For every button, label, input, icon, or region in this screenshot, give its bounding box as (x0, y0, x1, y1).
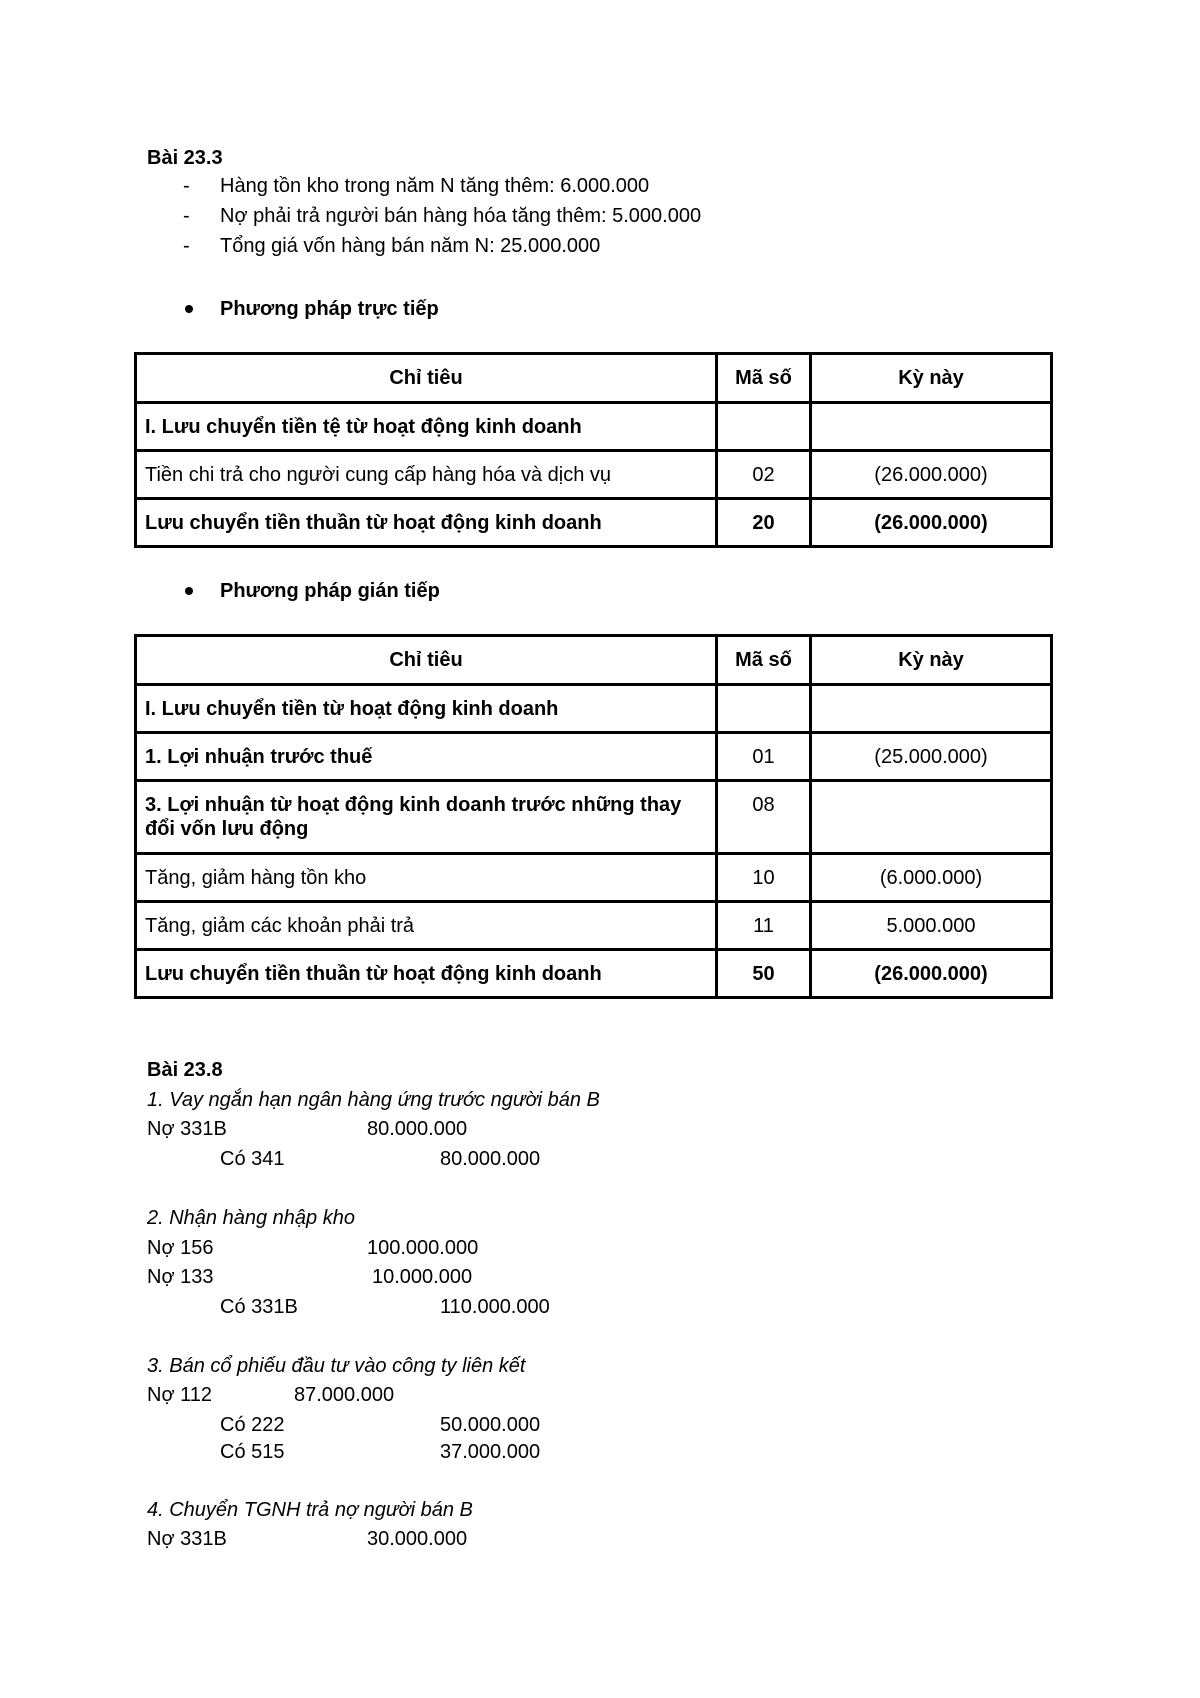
table-row (136, 733, 1052, 781)
table-row (136, 685, 1052, 733)
cell: (6.000.000) (811, 854, 1052, 902)
cell: 08 (717, 781, 811, 854)
cell: Lưu chuyển tiền thuần từ hoạt động kinh doanh (136, 950, 717, 998)
journal-amount: 10.000.000 (372, 1266, 473, 1288)
cell: Tăng, giảm các khoản phải trả (136, 902, 717, 950)
table-header-row (136, 636, 1052, 685)
cell (811, 781, 1052, 854)
cell: 01 (717, 733, 811, 781)
bullet-icon (185, 587, 193, 595)
cell: Tiền chi trả cho người cung cấp hàng hóa và dịch vụ (136, 451, 717, 499)
cell: Tăng, giảm hàng tồn kho (136, 854, 717, 902)
cell (811, 685, 1052, 733)
cell: 3. Lợi nhuận từ hoạt động kinh doanh trước những thay đổi vốn lưu động (136, 781, 717, 854)
table-row (136, 781, 1052, 854)
header-cell: Mã số (717, 354, 811, 403)
journal-amount: 30.000.000 (367, 1528, 468, 1550)
journal-account: Nợ 156 (147, 1237, 214, 1259)
table-row (136, 499, 1052, 547)
cell (811, 403, 1052, 451)
journal-amount: 80.000.000 (440, 1148, 541, 1170)
journal-amount: 80.000.000 (367, 1118, 468, 1140)
list-item-text: Hàng tồn kho trong năm N tăng thêm: 6.000.000 (220, 175, 650, 197)
entry-heading: 4. Chuyển TGNH trả nợ người bán B (147, 1499, 473, 1521)
dash-marker: - (183, 205, 190, 227)
cell: 20 (717, 499, 811, 547)
method-direct-heading: Phương pháp trực tiếp (220, 298, 439, 320)
journal-account: Có 341 (220, 1148, 285, 1170)
journal-amount: 87.000.000 (294, 1384, 395, 1406)
exercise-title-23-8: Bài 23.8 (147, 1059, 223, 1081)
journal-account: Có 331B (220, 1296, 298, 1318)
cell: 1. Lợi nhuận trước thuế (136, 733, 717, 781)
table-header-row (136, 354, 1052, 403)
table-row (136, 950, 1052, 998)
cell: 02 (717, 451, 811, 499)
cash-flow-indirect-table (134, 634, 1053, 999)
journal-account: Nợ 331B (147, 1118, 227, 1140)
entry-heading: 3. Bán cổ phiếu đầu tư vào công ty liên kết (147, 1355, 526, 1377)
journal-account: Có 222 (220, 1414, 285, 1436)
header-cell: Chỉ tiêu (136, 636, 717, 685)
cash-flow-direct-table (134, 352, 1053, 548)
cell: I. Lưu chuyển tiền tệ từ hoạt động kinh doanh (136, 403, 717, 451)
cell: (26.000.000) (811, 950, 1052, 998)
header-cell: Kỳ này (811, 636, 1052, 685)
exercise-title-23-3: Bài 23.3 (147, 147, 223, 169)
journal-amount: 110.000.000 (440, 1296, 550, 1318)
cell: (26.000.000) (811, 499, 1052, 547)
cell: 11 (717, 902, 811, 950)
header-cell: Chỉ tiêu (136, 354, 717, 403)
table-row (136, 902, 1052, 950)
dash-marker: - (183, 175, 190, 197)
list-item-text: Nợ phải trả người bán hàng hóa tăng thêm: 5.000.000 (220, 205, 702, 227)
journal-account: Có 515 (220, 1441, 285, 1463)
cell: Lưu chuyển tiền thuần từ hoạt động kinh doanh (136, 499, 717, 547)
entry-heading: 2. Nhận hàng nhập kho (147, 1207, 355, 1229)
journal-amount: 100.000.000 (367, 1237, 479, 1259)
header-cell: Kỳ này (811, 354, 1052, 403)
journal-account: Nợ 331B (147, 1528, 227, 1550)
header-cell: Mã số (717, 636, 811, 685)
cell: I. Lưu chuyển tiền từ hoạt động kinh doanh (136, 685, 717, 733)
bullet-icon (185, 305, 193, 313)
cell: (26.000.000) (811, 451, 1052, 499)
journal-amount: 37.000.000 (440, 1441, 541, 1463)
journal-account: Nợ 133 (147, 1266, 214, 1288)
cell (717, 403, 811, 451)
list-item-text: Tổng giá vốn hàng bán năm N: 25.000.000 (220, 235, 601, 257)
cell: (25.000.000) (811, 733, 1052, 781)
table-row (136, 403, 1052, 451)
journal-amount: 50.000.000 (440, 1414, 541, 1436)
cell (717, 685, 811, 733)
cell: 50 (717, 950, 811, 998)
cell: 5.000.000 (811, 902, 1052, 950)
method-indirect-heading: Phương pháp gián tiếp (220, 580, 440, 602)
table-row (136, 451, 1052, 499)
dash-marker: - (183, 235, 190, 257)
table-row (136, 854, 1052, 902)
journal-account: Nợ 112 (147, 1384, 212, 1406)
entry-heading: 1. Vay ngắn hạn ngân hàng ứng trước người bán B (147, 1089, 600, 1111)
cell: 10 (717, 854, 811, 902)
